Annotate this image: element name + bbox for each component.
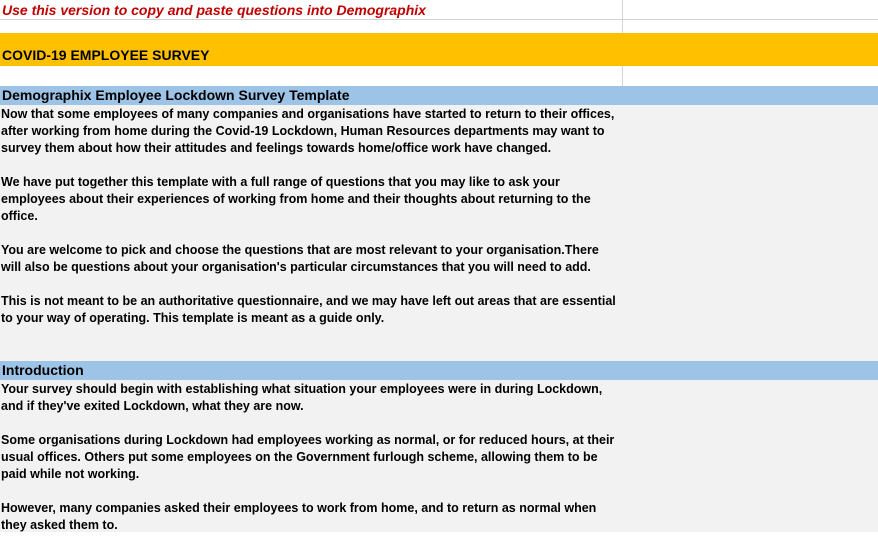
section-body-cell[interactable]: [0, 380, 878, 532]
section-body-text: [1, 106, 619, 344]
empty-cell[interactable]: [622, 66, 878, 86]
title-row[interactable]: [0, 33, 878, 66]
paragraph: You are welcome to pick and choose the questions that are most relevant to your organisation.There will also be questions about your organisation's particular circumstances that you will need to add.: [1, 243, 599, 274]
section-body-cell[interactable]: [0, 105, 878, 361]
section-heading: Demographix Employee Lockdown Survey Template: [2, 87, 350, 103]
empty-cell[interactable]: [622, 20, 878, 33]
paragraph: Your survey should begin with establishing what situation your employees were in during Lockdown, and if they've exited Lockdown, what they are now.: [1, 382, 603, 413]
paragraph: This is not meant to be an authoritative questionnaire, and we may have left out areas that are essential to your way of operating. This template is meant as a guide only.: [1, 294, 616, 325]
paragraph: We have put together this template with a full range of questions that you may like to ask your employees about their experiences of working from home and their thoughts about returning to the office.: [1, 175, 591, 223]
section-body-text: [1, 381, 619, 551]
paragraph: Now that some employees of many companies and organisations have started to return to their offices, after working from home during the Covid-19 Lockdown, Human Resources departments may want to survey them about how their attitudes and feelings towards home/office work have changed.: [1, 107, 615, 155]
empty-cell[interactable]: [622, 0, 878, 19]
section-header-row[interactable]: [0, 86, 878, 105]
instruction-text: Use this version to copy and paste questions into Demographix: [2, 2, 426, 18]
instruction-row[interactable]: [0, 0, 878, 20]
survey-title: COVID-19 EMPLOYEE SURVEY: [2, 47, 210, 63]
blank-row[interactable]: [0, 20, 878, 33]
section-header-row[interactable]: [0, 361, 878, 380]
blank-row[interactable]: [0, 66, 878, 86]
paragraph: However, many companies asked their employees to work from home, and to return as normal when they asked them to.: [1, 501, 597, 532]
instruction-cell[interactable]: [0, 0, 622, 19]
empty-cell[interactable]: [0, 20, 622, 33]
paragraph: Some organisations during Lockdown had employees working as normal, or for reduced hours, at their usual offices. Others put some employees on the Government furlough scheme, allowing them to be paid while not working.: [1, 433, 615, 481]
section-heading: Introduction: [2, 362, 84, 378]
empty-cell[interactable]: [0, 66, 622, 86]
